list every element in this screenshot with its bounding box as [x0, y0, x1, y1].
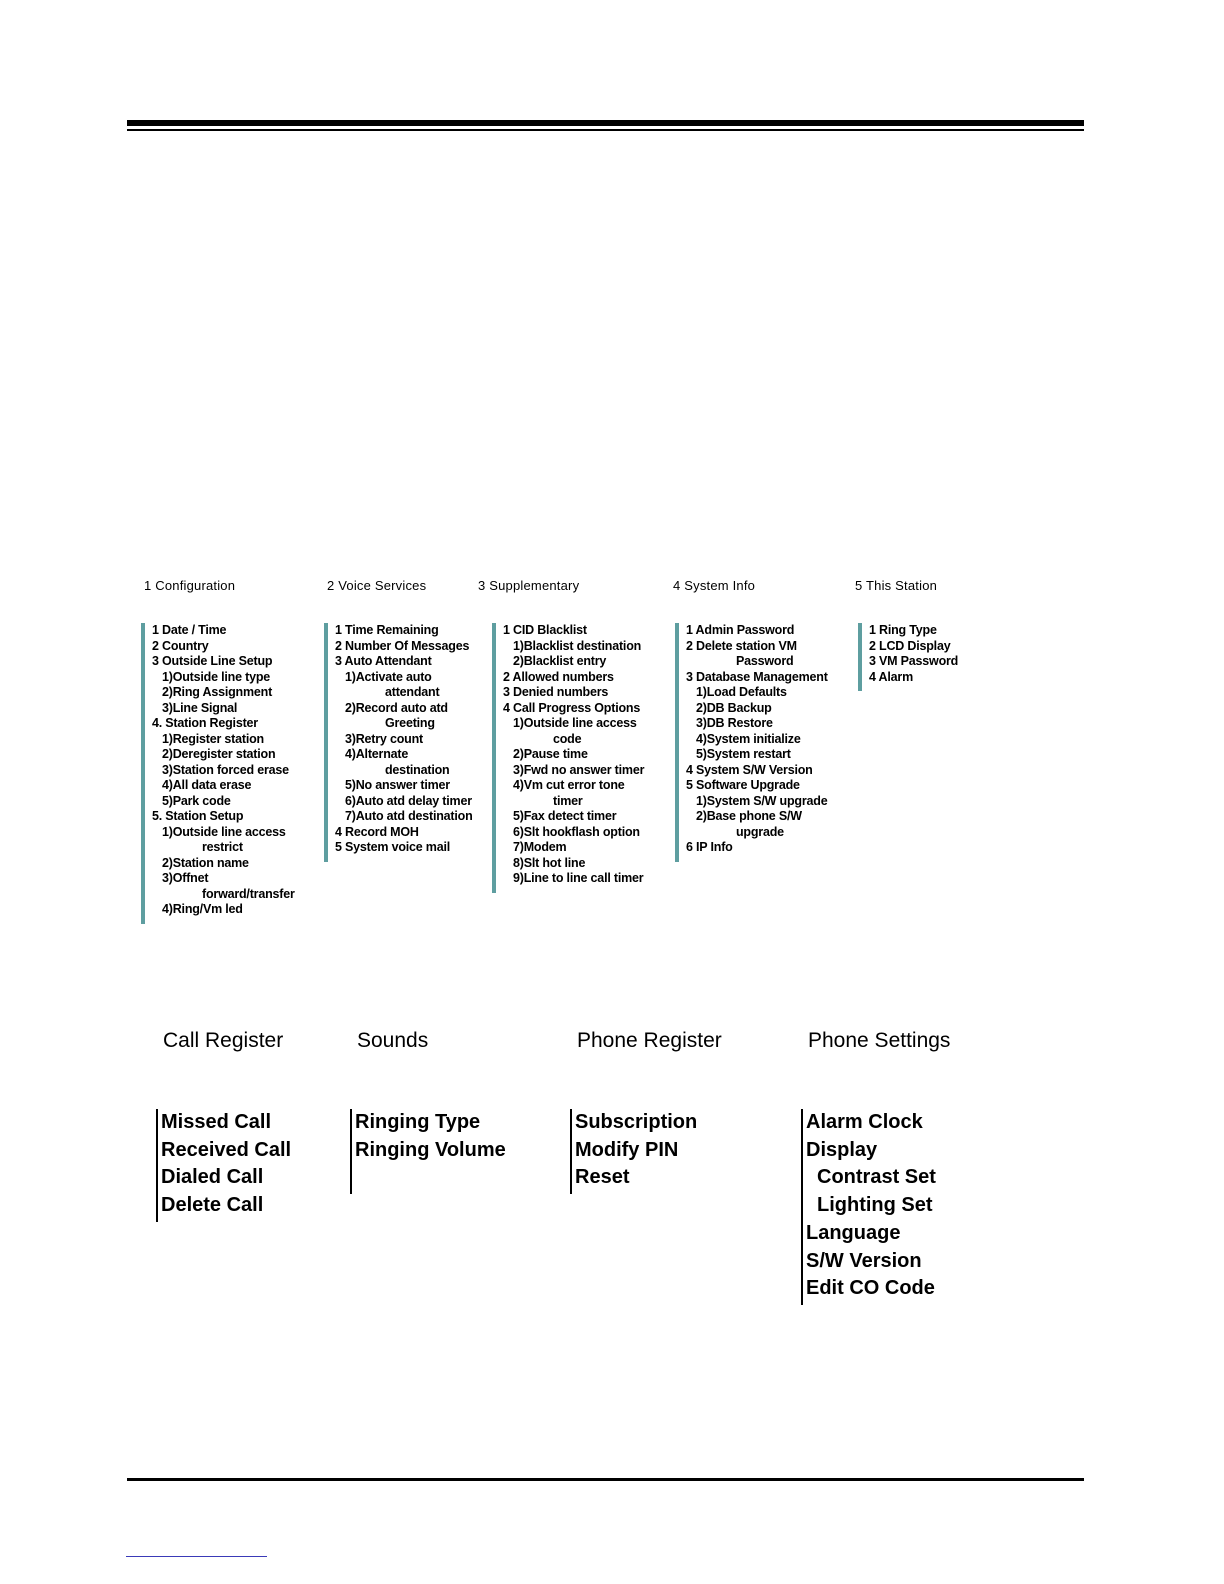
menu-item: Subscription	[575, 1111, 698, 1133]
submenu-item: 4)All data erase	[162, 778, 252, 792]
menu-item: 3 VM Password	[869, 654, 959, 668]
menu-item: 3 Auto Attendant	[335, 654, 432, 668]
menu-item: 2 LCD Display	[869, 638, 951, 653]
submenu-item: Lighting Set	[817, 1194, 933, 1217]
lcd-submenu-list	[492, 623, 644, 887]
menu-item: Alarm Clock	[806, 1111, 923, 1133]
submenu-item: 6)Slt hookflash option	[513, 824, 640, 839]
submenu-item: 3)Fwd no answer timer	[513, 762, 645, 777]
handset-column-heading: Call Register	[163, 1029, 284, 1052]
handset-submenu-list	[801, 1109, 936, 1303]
submenu-item: 1)Blacklist destination	[513, 638, 642, 653]
menu-branch-bar	[675, 623, 679, 862]
lcd-column-heading: 5 This Station	[855, 578, 938, 593]
menu-branch-bar	[141, 623, 145, 924]
menu-item: Display	[806, 1138, 878, 1161]
submenu-item: 5)No answer timer	[345, 778, 450, 792]
menu-item: 4. Station Register	[152, 716, 258, 730]
menu-item: 1 Date / Time	[152, 623, 227, 637]
submenu-item: 8)Slt hot line	[513, 855, 586, 870]
footer-rule	[127, 1478, 1084, 1481]
submenu-item: 3)Line Signal	[162, 700, 238, 715]
submenu-item: 7)Modem	[513, 840, 567, 854]
submenu-item: 4)Alternate	[345, 747, 409, 761]
menu-item-continuation: forward/transfer	[202, 886, 295, 901]
menu-item: 4 Alarm	[869, 669, 913, 684]
submenu-item: 5)Park code	[162, 793, 231, 808]
menu-item: Reset	[575, 1166, 630, 1189]
submenu-item: 3)Retry count	[345, 731, 423, 746]
lcd-column-heading: 2 Voice Services	[327, 578, 427, 593]
submenu-item: 1)System S/W upgrade	[696, 793, 828, 808]
menu-item-continuation: upgrade	[736, 824, 784, 839]
menu-branch-bar	[858, 623, 862, 691]
handset-submenu-list	[156, 1109, 291, 1220]
menu-item: 3 Outside Line Setup	[152, 654, 273, 668]
submenu-item: 1)Outside line access	[162, 824, 286, 839]
handset-column-heading: Phone Settings	[808, 1029, 951, 1052]
submenu-item: 2)Station name	[162, 855, 249, 870]
submenu-item: 1)Outside line access	[513, 716, 637, 730]
menu-item: 2 Allowed numbers	[503, 669, 614, 684]
submenu-item: 4)System initialize	[696, 731, 801, 746]
submenu-item: 2)Pause time	[513, 747, 588, 761]
lcd-submenu-list	[141, 623, 295, 918]
menu-item: 2 Delete station VM	[686, 638, 797, 653]
submenu-item: 1)Outside line type	[162, 669, 271, 684]
menu-item: Received Call	[161, 1138, 292, 1161]
submenu-item: 2)Base phone S/W	[696, 809, 802, 823]
menu-item: Modify PIN	[575, 1138, 679, 1161]
menu-item: Ringing Type	[355, 1111, 481, 1133]
menu-item: Ringing Volume	[355, 1138, 506, 1161]
lcd-column-heading: 1 Configuration	[144, 578, 236, 593]
menu-item: 4 System S/W Version	[686, 762, 813, 777]
handset-column-heading: Phone Register	[577, 1029, 722, 1052]
submenu-item: 3)Station forced erase	[162, 762, 289, 777]
menu-item: 5. Station Setup	[152, 809, 244, 823]
header-rule-thick	[127, 120, 1084, 126]
menu-item: 5 Software Upgrade	[686, 778, 800, 792]
menu-item: 2 Number Of Messages	[335, 638, 470, 653]
lcd-submenu-list	[675, 623, 828, 856]
lcd-submenu-list	[858, 623, 958, 685]
menu-branch-bar	[350, 1109, 352, 1194]
menu-item: Edit CO Code	[806, 1277, 935, 1300]
menu-item-continuation: Greeting	[385, 716, 435, 730]
menu-item: 1 Ring Type	[869, 623, 937, 637]
menu-branch-bar	[324, 623, 328, 862]
menu-item-continuation: destination	[385, 762, 450, 777]
submenu-item: 6)Auto atd delay timer	[345, 793, 472, 808]
menu-item: 4 Call Progress Options	[503, 700, 641, 715]
menu-item-continuation: restrict	[202, 840, 243, 854]
menu-item: Dialed Call	[161, 1166, 264, 1189]
lcd-column-heading: 4 System Info	[673, 578, 756, 593]
submenu-item: 2)Ring Assignment	[162, 685, 273, 699]
menu-item: 3 Denied numbers	[503, 685, 609, 699]
menu-item: 1 Time Remaining	[335, 623, 439, 637]
menu-item: 1 CID Blacklist	[503, 623, 587, 637]
menu-item: 1 Admin Password	[686, 623, 795, 637]
menu-item: Language	[806, 1221, 901, 1244]
submenu-item: 2)Record auto atd	[345, 700, 448, 715]
submenu-item: 1)Register station	[162, 731, 264, 746]
header-rule-thin	[127, 129, 1084, 131]
submenu-item: 5)System restart	[696, 747, 791, 761]
menu-item: Delete Call	[161, 1194, 264, 1217]
submenu-item: 2)Blacklist entry	[513, 654, 607, 668]
submenu-item: 1)Load Defaults	[696, 685, 787, 699]
menu-item: Missed Call	[161, 1111, 272, 1133]
handset-submenu-list	[570, 1109, 697, 1192]
submenu-item: 3)Offnet	[162, 871, 209, 885]
menu-item-continuation: code	[553, 731, 582, 746]
lcd-submenu-list	[324, 623, 473, 856]
menu-item: 6 IP Info	[686, 840, 733, 854]
menu-item: 3 Database Management	[686, 669, 828, 684]
menu-item: 5 System voice mail	[335, 840, 451, 854]
submenu-item: 1)Activate auto	[345, 669, 432, 684]
handset-submenu-list	[350, 1109, 506, 1164]
menu-item-continuation: timer	[553, 793, 583, 808]
submenu-item: 4)Ring/Vm led	[162, 902, 243, 916]
menu-branch-bar	[570, 1109, 572, 1194]
menu-item: 4 Record MOH	[335, 824, 419, 839]
submenu-item: 4)Vm cut error tone	[513, 778, 625, 792]
handset-column-heading: Sounds	[357, 1029, 429, 1052]
menu-item-continuation: attendant	[385, 685, 440, 699]
footer-link-underline	[126, 1556, 267, 1557]
menu-item: 2 Country	[152, 638, 209, 653]
menu-item-continuation: Password	[736, 654, 794, 668]
submenu-item: Contrast Set	[817, 1166, 936, 1189]
submenu-item: 3)DB Restore	[696, 716, 773, 730]
lcd-column-heading: 3 Supplementary	[478, 578, 580, 593]
menu-branch-bar	[801, 1109, 803, 1305]
menu-item: S/W Version	[806, 1249, 922, 1272]
submenu-item: 2)Deregister station	[162, 747, 276, 761]
submenu-item: 2)DB Backup	[696, 700, 772, 715]
submenu-item: 5)Fax detect timer	[513, 809, 617, 823]
submenu-item: 7)Auto atd destination	[345, 809, 473, 823]
menu-branch-bar	[492, 623, 496, 893]
submenu-item: 9)Line to line call timer	[513, 871, 644, 885]
menu-branch-bar	[156, 1109, 158, 1222]
